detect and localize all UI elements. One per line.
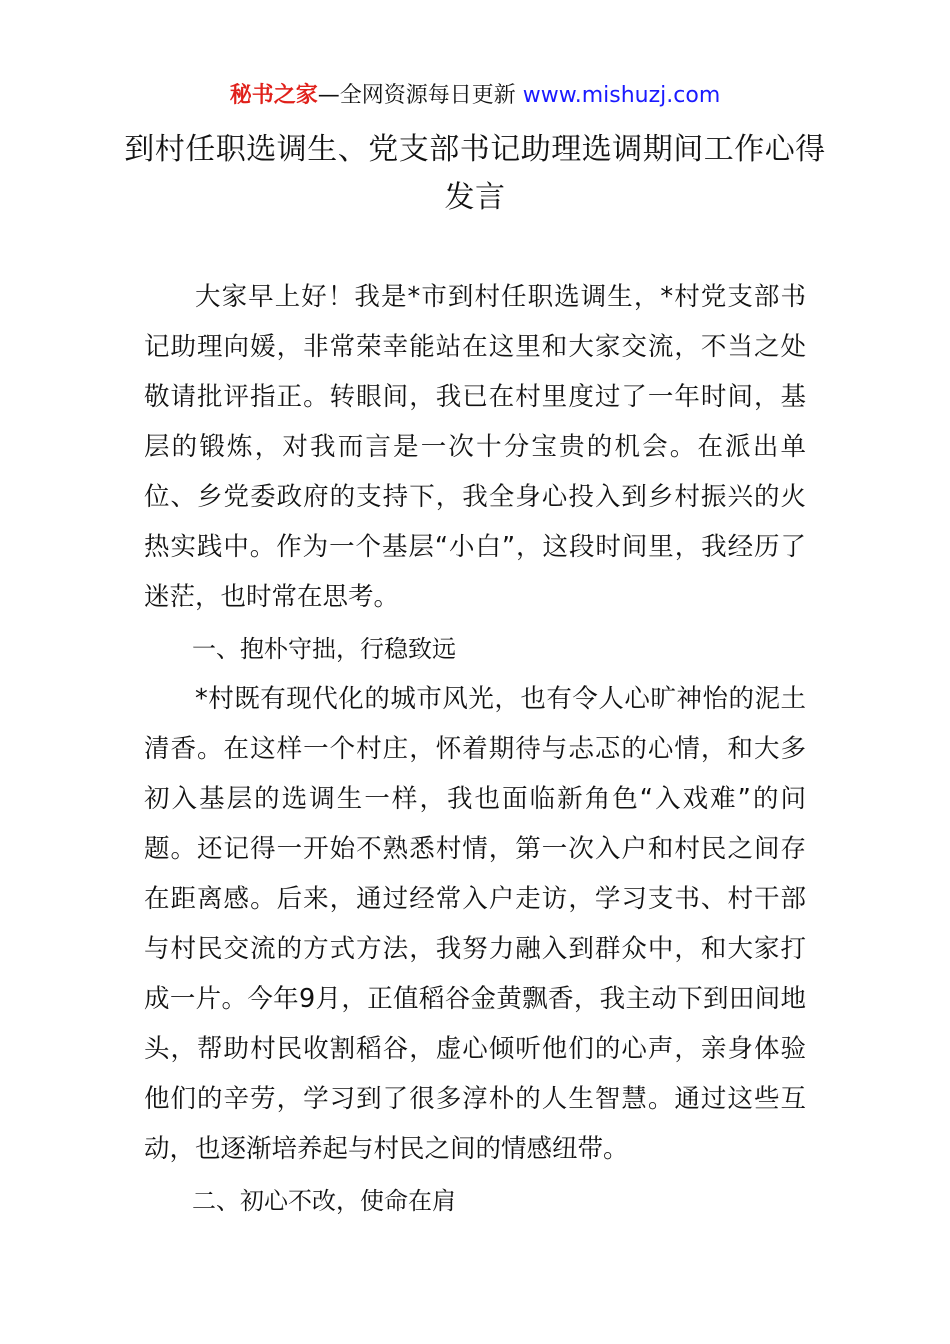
site-url-link[interactable]: www.mishuzj.com	[522, 83, 721, 108]
section-1-paragraph: *村既有现代化的城市风光，也有令人心旷神怡的泥土清香。在这样一个村庄，怀着期待与忐忑的心情，和大多初入基层的选调生一样，我也面临新角色“入戏难”的问题。还记得一开始不熟悉村情，第一次入户和村民之间存在距离感。后来，通过经常入户走访，学习支书、村干部与村民交流的方式方法，我努力融入到群众中，和大家打成一片。今年9月，正值稻谷金黄飘香，我主动下到田间地头，帮助村民收割稻谷，虚心倾听他们的心声，亲身体验他们的辛劳，学习到了很多淳朴的人生智慧。通过这些互动，也逐渐培养起与村民之间的情感纽带。	[144, 684, 806, 1164]
site-tagline: —全网资源每日更新	[317, 83, 516, 108]
section-2-heading: 二、初心不改，使命在肩	[192, 1187, 456, 1215]
section-1-heading: 一、抱朴守拙，行稳致远	[192, 635, 456, 663]
intro-paragraph: 大家早上好！我是*市到村任职选调生，*村党支部书记助理向媛，非常荣幸能站在这里和大家交流，不当之处敬请批评指正。转眼间，我已在村里度过了一年时间，基层的锻炼，对我而言是一次十分宝贵的机会。在派出单位、乡党委政府的支持下，我全身心投入到乡村振兴的火热实践中。作为一个基层“小白”，这段时间里，我经历了迷茫，也时常在思考。	[144, 282, 806, 612]
site-brand: 秘书之家	[229, 83, 318, 108]
document-body	[144, 272, 806, 1226]
site-header	[0, 80, 950, 112]
document-title: 到村任职选调生、党支部书记助理选调期间工作心得发言	[124, 132, 826, 215]
